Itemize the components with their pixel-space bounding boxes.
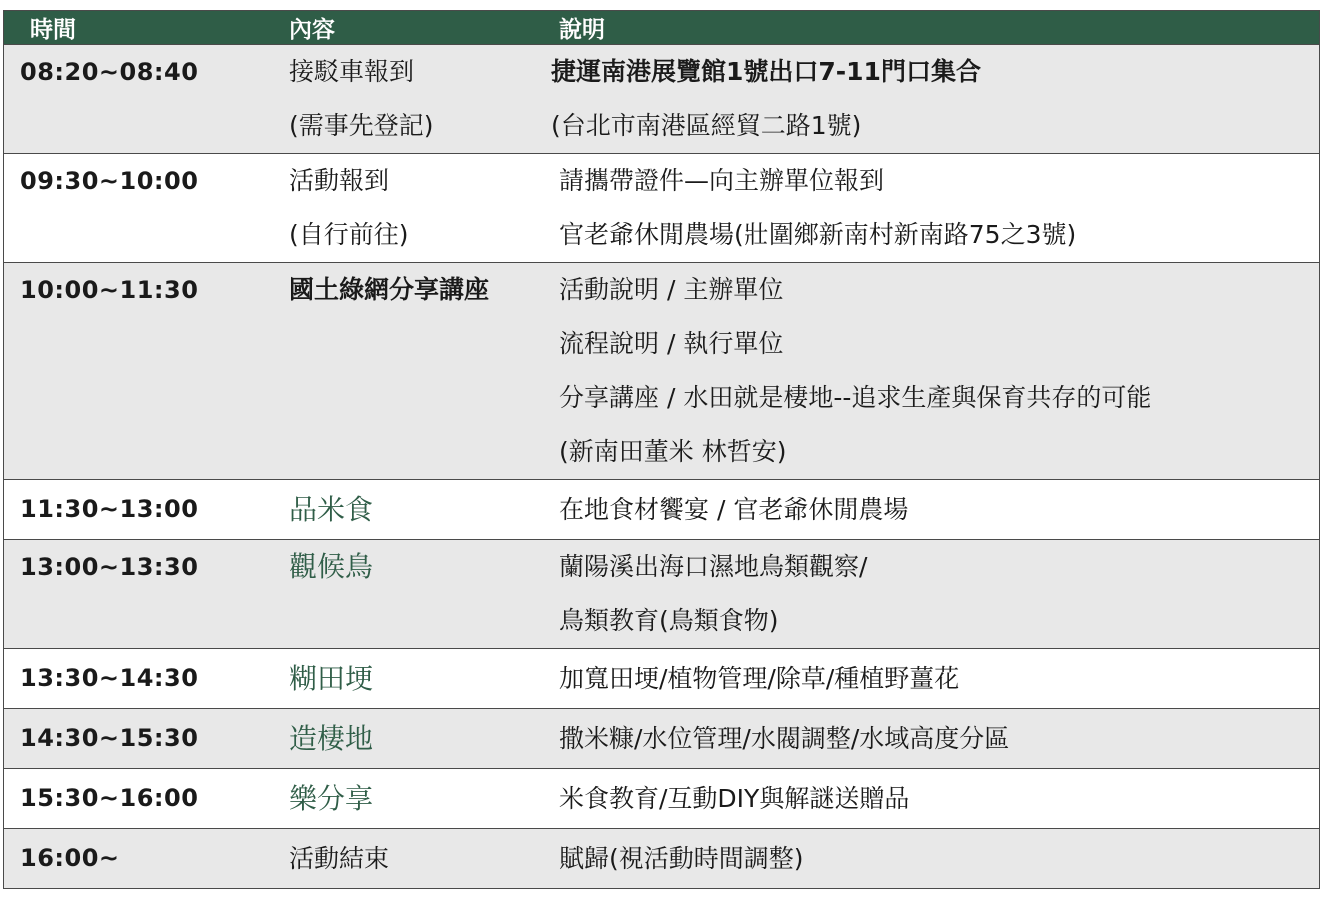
row-time: 09:30~10:00 (20, 167, 199, 195)
row-content: (自行前往) (289, 220, 409, 249)
row-description: 米食教育/互動DIY與解謎送贈品 (559, 784, 910, 813)
table-row (4, 262, 1319, 479)
table-row (4, 648, 1319, 708)
header-description: 說明 (559, 17, 605, 43)
row-time: 16:00~ (20, 844, 120, 872)
row-description: 活動說明 / 主辦單位 (559, 275, 784, 304)
table-row (4, 44, 1319, 153)
row-time: 15:30~16:00 (20, 784, 199, 812)
row-content: 國土綠網分享講座 (289, 275, 490, 304)
row-content: 糊田埂 (289, 662, 374, 695)
row-description: 分享講座 / 水田就是棲地--追求生產與保育共存的可能 (559, 383, 1152, 412)
row-time: 10:00~11:30 (20, 276, 199, 304)
row-time: 13:30~14:30 (20, 664, 199, 692)
row-description: 鳥類教育(鳥類食物) (559, 606, 779, 635)
row-description: 蘭陽溪出海口濕地鳥類觀察/ (559, 552, 868, 581)
row-content: 活動報到 (289, 166, 390, 195)
row-description: 加寬田埂/植物管理/除草/種植野薑花 (559, 664, 960, 693)
row-time: 08:20~08:40 (20, 58, 199, 86)
header-time: 時間 (30, 17, 76, 43)
row-time: 11:30~13:00 (20, 495, 199, 523)
row-time: 13:00~13:30 (20, 553, 199, 581)
row-content: 樂分享 (289, 782, 374, 815)
table-row (4, 479, 1319, 539)
row-content: 活動結束 (289, 844, 390, 873)
row-description: 請攜帶證件—向主辦單位報到 (559, 166, 885, 195)
row-time: 14:30~15:30 (20, 724, 199, 752)
table-row (4, 828, 1319, 888)
row-description: 賦歸(視活動時間調整) (559, 844, 804, 873)
row-content: 品米食 (289, 493, 374, 526)
table-row (4, 768, 1319, 828)
row-content: 接駁車報到 (289, 57, 415, 86)
row-description: (新南田董米 林哲安) (559, 437, 787, 466)
header-content: 內容 (289, 17, 335, 43)
row-description: 捷運南港展覽館1號出口7-11門口集合 (551, 57, 981, 86)
row-description: (台北市南港區經貿二路1號) (551, 111, 862, 140)
schedule-table (3, 10, 1320, 889)
row-content: (需事先登記) (289, 111, 434, 140)
row-description: 在地食材饗宴 / 官老爺休閒農場 (559, 495, 909, 524)
row-description: 撒米糠/水位管理/水閥調整/水域高度分區 (559, 724, 1010, 753)
table-row (4, 153, 1319, 262)
table-row (4, 539, 1319, 648)
row-content: 觀候鳥 (289, 550, 374, 583)
table-row (4, 708, 1319, 768)
row-description: 官老爺休閒農場(壯圍鄉新南村新南路75之3號) (559, 220, 1077, 249)
row-content: 造棲地 (289, 722, 374, 755)
table-header (4, 11, 1319, 44)
row-description: 流程說明 / 執行單位 (559, 329, 784, 358)
